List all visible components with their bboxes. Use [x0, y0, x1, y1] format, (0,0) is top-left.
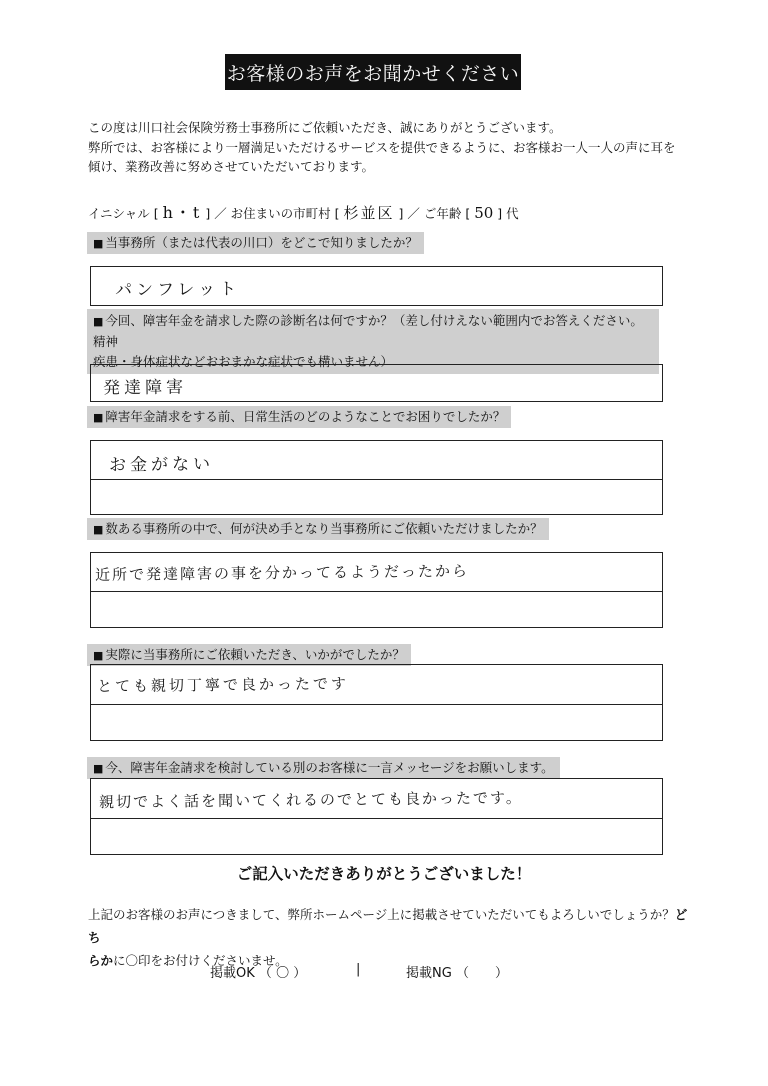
answer-box-4: [90, 552, 663, 628]
intro-line-2: 弊所では、お客様により一層満足いただけるサービスを提供できるように、お客様お一人一人の声に耳を: [88, 140, 676, 155]
consent-ng: 掲載NG （ ）: [406, 966, 508, 981]
answer-5: とても親切丁寧で良かったです: [96, 674, 350, 696]
initial-value: h・t: [162, 203, 202, 222]
answer-box-1: [90, 266, 663, 306]
question-6: ■ 今、障害年金請求を検討している別のお客様に一言メッセージをお願いします。: [87, 757, 560, 779]
answer-6: 親切でよく話を聞いてくれるのでとても良かったです。: [98, 788, 523, 812]
answer-4: 近所で発達障害の事を分かってるようだったから: [94, 562, 470, 584]
thanks-message: ご記入いただきありがとうございました！: [236, 865, 532, 883]
consent-ok-label: 掲載OK: [210, 966, 255, 981]
info-line: イニシャル [ h・t ] ／ お住まいの市町村 [ 杉並区 ] ／ ご年齢 [ 50 ] 代: [88, 203, 519, 222]
answer-box-5: [90, 664, 663, 741]
outro-line-1: 上記のお客様のお声につきまして、弊所ホームページ上に掲載させていただいてもよろしいでしょうか？: [88, 907, 675, 922]
intro-line-3: 傾け、業務改善に努めさせていただいております。: [88, 159, 375, 174]
answer-2: 発達障害: [102, 377, 188, 399]
answer-3: お金がない: [108, 454, 215, 476]
answer-box-6-rule: [91, 818, 662, 819]
question-1: ■ 当事務所（または代表の川口）をどこで知りましたか？: [87, 232, 424, 254]
consent-ng-label: 掲載NG: [406, 966, 452, 981]
answer-box-2: [90, 364, 663, 402]
question-4: ■ 数ある事務所の中で、何が決め手となり当事務所にご依頼いただけましたか？: [87, 518, 549, 540]
question-2: ■ 今回、障害年金を請求した際の診断名は何ですか？（差し付けえない範囲内でお答えください。精神 疾患・身体症状などおおまかな症状でも構いません）: [87, 309, 659, 374]
answer-box-4-rule: [91, 591, 662, 592]
age-value: 50: [474, 204, 494, 222]
city-label: お住まいの市町村: [230, 206, 331, 221]
answer-box-5-rule: [91, 704, 662, 705]
age-suffix: 代: [506, 206, 519, 221]
question-3: ■ 障害年金請求をする前、日常生活のどのようなことでお困りでしたか？: [87, 406, 511, 428]
consent-ok: 掲載OK （ 〇 ）: [210, 966, 307, 981]
outro-bold-2: らか: [88, 953, 114, 968]
question-5: ■ 実際に当事務所にご依頼いただき、いかがでしたか？: [87, 644, 411, 666]
answer-1: パンフレット: [114, 279, 241, 301]
age-label: ご年齢: [423, 206, 462, 221]
outro-line-2: に〇印をお付けくださいませ。: [113, 953, 288, 968]
answer-box-6: [90, 778, 663, 855]
outro-text: [88, 903, 688, 972]
consent-ok-mark: 〇: [276, 966, 290, 981]
answer-box-3-rule: [91, 479, 662, 480]
consent-separator: |: [356, 962, 361, 977]
city-value: 杉並区: [343, 204, 395, 222]
question-2-line-2: 疾患・身体症状などおおまかな症状でも構いません）: [93, 354, 394, 369]
outro-bold-1: どち: [88, 907, 688, 945]
answer-box-3: [90, 440, 663, 515]
initial-label: イニシャル: [88, 206, 150, 221]
page-title: お客様のお声をお聞かせください: [225, 54, 521, 90]
intro-line-1: この度は川口社会保険労務士事務所にご依頼いただき、誠にありがとうございます。: [88, 120, 562, 135]
